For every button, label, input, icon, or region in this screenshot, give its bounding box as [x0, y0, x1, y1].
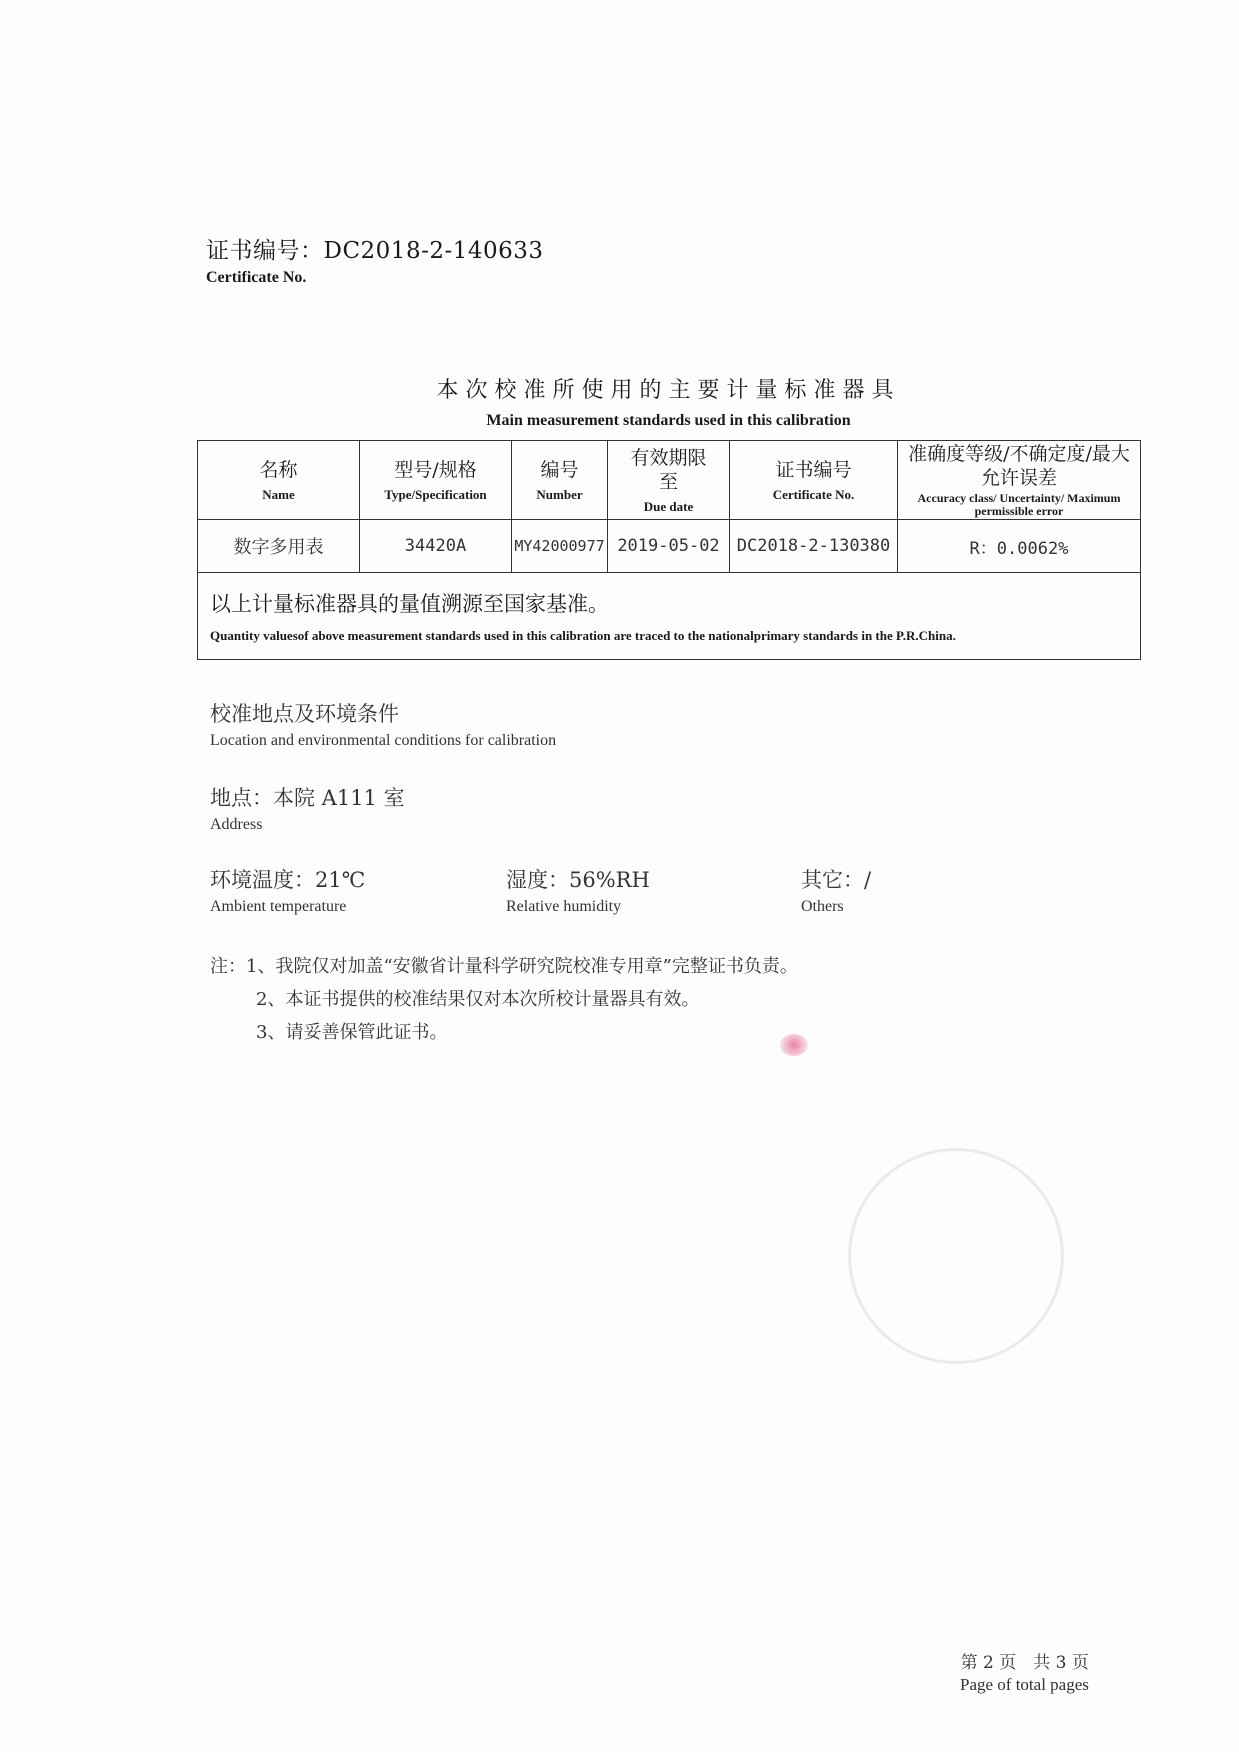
cell-name: 数字多用表	[198, 520, 360, 573]
table-header-row	[198, 441, 1141, 520]
note-1: 注：1、我院仅对加盖“安徽省计量科学研究院校准专用章”完整证书负责。	[210, 956, 798, 977]
address: 地点：本院 A111 室 Address	[210, 786, 405, 833]
cell-due-date: 2019-05-02	[608, 520, 730, 573]
header-certificate-no: 证书编号 Certificate No.	[730, 441, 898, 520]
standards-title-zh: 本次校准所使用的主要计量标准器具	[436, 378, 901, 403]
ink-mark	[780, 1034, 808, 1056]
notes	[210, 950, 798, 1049]
standards-table	[197, 440, 1141, 660]
header-number: 编号 Number	[512, 441, 608, 520]
standards-title	[197, 373, 1140, 430]
traceability-row	[198, 573, 1141, 660]
page-count: 第 2 页 共 3 页	[960, 1653, 1089, 1673]
ambient-temperature: 环境温度：21℃ Ambient temperature	[210, 868, 366, 915]
page-count-en: Page of total pages	[960, 1675, 1089, 1694]
certificate-label-en: Certificate No.	[206, 269, 307, 286]
cell-type: 34420A	[360, 520, 512, 573]
note-2: 2、本证书提供的校准结果仅对本次所校计量器具有效。	[256, 989, 700, 1010]
standards-title-en: Main measurement standards used in this calibration	[486, 412, 851, 429]
page-footer	[960, 1648, 1089, 1695]
note-3: 3、请妥善保管此证书。	[256, 1022, 448, 1043]
header-type: 型号/规格 Type/Specification	[360, 441, 512, 520]
certificate-header	[206, 232, 544, 287]
cell-accuracy: R：0.0062%	[898, 520, 1141, 573]
traceability-zh: 以上计量标准器具的量值溯源至国家基准。	[210, 592, 609, 616]
header-due-date: 有效期限至 Due date	[608, 441, 730, 520]
table-row	[198, 520, 1141, 573]
header-accuracy: 准确度等级/不确定度/最大允许误差 Accuracy class/ Uncertainty/ Maximum permissible error	[898, 441, 1141, 520]
relative-humidity: 湿度：56%RH Relative humidity	[506, 868, 650, 915]
cell-certificate-no: DC2018-2-130380	[730, 520, 898, 573]
others: 其它：/ Others	[801, 868, 872, 915]
header-name: 名称 Name	[198, 441, 360, 520]
faded-seal	[848, 1148, 1064, 1364]
location-section-heading: 校准地点及环境条件 Location and environmental conditions for calibration	[210, 702, 557, 749]
traceability-en: Quantity valuesof above measurement standards used in this calibration are traced to the nationalprimary standards in the P.R.China.	[210, 628, 956, 643]
certificate-label: 证书编号：	[206, 238, 324, 264]
cell-number: MY42000977	[512, 520, 608, 573]
certificate-number: DC2018-2-140633	[323, 238, 544, 264]
